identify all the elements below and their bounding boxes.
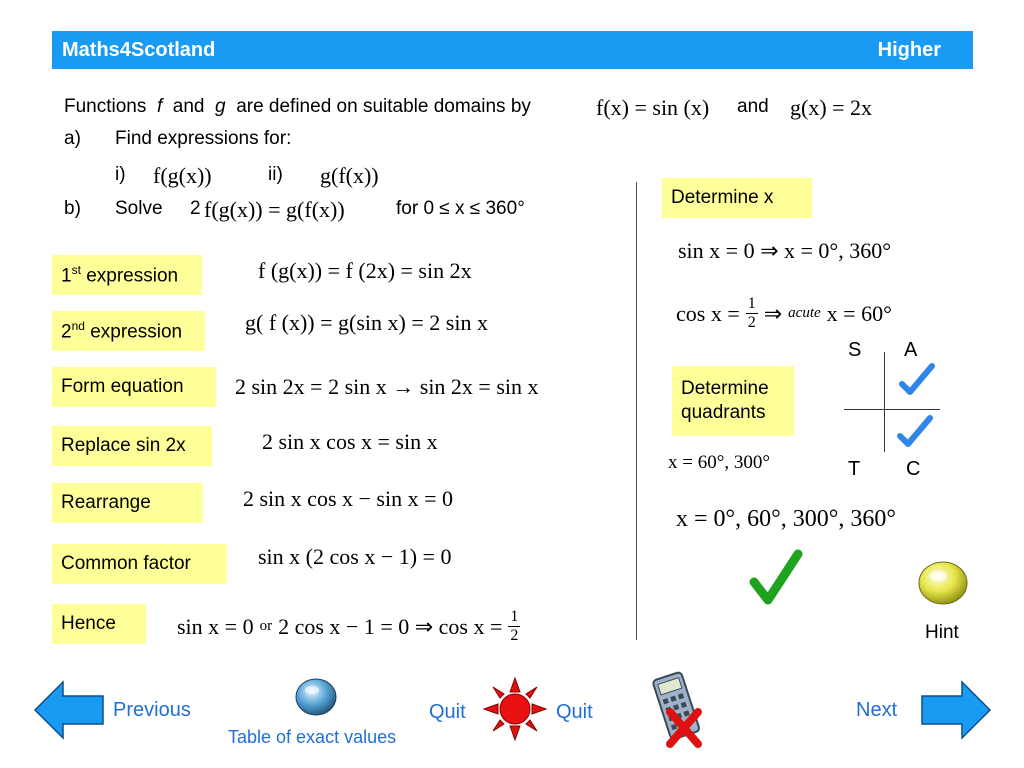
solution-cos-numerator: 1 <box>747 295 756 312</box>
step-7-or: or <box>259 618 273 634</box>
step-6-math: sin x (2 cos x − 1) = 0 <box>258 544 452 569</box>
header-bar <box>52 31 973 69</box>
part-b-equation: f(g(x)) = g(f(x)) <box>204 197 345 222</box>
solution-cos-lhs: cos x = <box>676 300 740 326</box>
right-arrow-icon[interactable] <box>920 680 992 740</box>
level-label: Higher <box>877 39 941 61</box>
quadrant-a: A <box>904 339 918 361</box>
step-2-text: 2nd expression <box>61 318 183 343</box>
step-3-label[interactable]: Form equation <box>52 367 216 407</box>
solution-sin: sin x = 0 ⇒ x = 0°, 360° <box>678 238 892 263</box>
part-ii-label: ii) <box>268 164 283 185</box>
quadrant-c: C <box>906 458 921 480</box>
step-5-label[interactable]: Rearrange <box>52 483 203 523</box>
quit-link-left[interactable]: Quit <box>429 701 466 723</box>
question-g: g <box>215 96 226 117</box>
determine-quadrants-button[interactable] <box>672 366 794 436</box>
step-7-math-b: 2 cos x − 1 = 0 ⇒ cos x = <box>278 613 503 639</box>
quadrants-label-2: quadrants <box>681 402 766 423</box>
step-5-math: 2 sin x cos x − sin x = 0 <box>243 486 453 511</box>
step-1-text: 1st expression <box>61 262 179 287</box>
question-intro-b: are defined on suitable domains by <box>236 96 531 117</box>
tick-a-icon <box>898 362 936 398</box>
part-b-two: 2 <box>190 198 201 219</box>
step-3-math: 2 sin 2x = 2 sin x → sin 2x = sin x <box>235 374 539 399</box>
determine-x-button[interactable]: Determine x <box>662 178 812 218</box>
solution-cos-implies: ⇒ <box>763 300 783 326</box>
quadrant-values: x = 60°, 300° <box>668 452 770 473</box>
part-ii-expr: g(f(x)) <box>320 163 379 188</box>
step-7-fraction <box>508 608 520 645</box>
step-4-math: 2 sin x cos x = sin x <box>262 429 438 454</box>
solution-cos-fraction <box>746 295 758 332</box>
next-link[interactable]: Next <box>856 699 898 721</box>
step-4-label[interactable]: Replace sin 2x <box>52 426 212 466</box>
quadrant-t: T <box>848 458 861 480</box>
exact-values-link[interactable]: Table of exact values <box>228 727 397 747</box>
step-7-math <box>177 608 520 645</box>
left-arrow-icon[interactable] <box>33 680 105 740</box>
solution-cos <box>676 295 892 332</box>
solution-cos-result: x = 60° <box>826 300 892 326</box>
step-2-label[interactable] <box>52 311 205 351</box>
no-calculator-icon <box>648 668 710 748</box>
vertical-divider <box>636 182 637 640</box>
hint-bulb-icon[interactable] <box>916 558 970 608</box>
quadrant-s: S <box>848 339 862 361</box>
quit-sun-icon[interactable] <box>482 676 548 742</box>
quit-link-right[interactable]: Quit <box>556 701 593 723</box>
f-definition: f(x) = sin (x) <box>596 95 710 120</box>
step-2-math: g( f (x)) = g(sin x) = 2 sin x <box>245 310 488 335</box>
step-7-label[interactable]: Hence <box>52 604 146 644</box>
step-1-label[interactable] <box>52 255 202 295</box>
part-i-label: i) <box>115 164 126 185</box>
step-1-math: f (g(x)) = f (2x) = sin 2x <box>258 258 472 283</box>
question-line-1 <box>64 96 531 118</box>
quadrant-diagram <box>844 339 940 480</box>
step-7-numerator: 1 <box>510 608 519 625</box>
hint-label[interactable]: Hint <box>925 622 959 643</box>
quadrants-label-1: Determine <box>681 378 769 399</box>
tick-c-icon <box>896 414 934 450</box>
part-a-text: Find expressions for: <box>115 128 292 149</box>
question-and: and <box>172 96 205 117</box>
quadrant-v-axis <box>884 352 885 452</box>
step-7-denominator: 2 <box>510 627 519 644</box>
site-title: Maths4Scotland <box>62 39 216 61</box>
step-6-label[interactable]: Common factor <box>52 544 227 584</box>
final-answer: x = 0°, 60°, 300°, 360° <box>676 506 896 532</box>
part-b-label: b) <box>64 198 81 219</box>
table-bulb-icon[interactable] <box>293 676 339 718</box>
part-i-expr: f(g(x)) <box>153 163 212 188</box>
solution-cos-denominator: 2 <box>747 314 756 331</box>
previous-link[interactable]: Previous <box>113 699 191 721</box>
quadrant-h-axis <box>844 409 940 410</box>
question-intro: Functions <box>64 96 147 117</box>
part-b-range: for 0 ≤ x ≤ 360° <box>396 198 525 219</box>
step-7-math-a: sin x = 0 <box>177 613 254 639</box>
question-and-2: and <box>737 96 769 117</box>
question-f: f <box>156 96 163 117</box>
solution-acute: acute <box>788 305 821 321</box>
part-b-text: Solve <box>115 198 163 219</box>
green-tick-icon <box>748 548 804 608</box>
part-a-label: a) <box>64 128 81 149</box>
g-definition: g(x) = 2x <box>790 95 873 120</box>
